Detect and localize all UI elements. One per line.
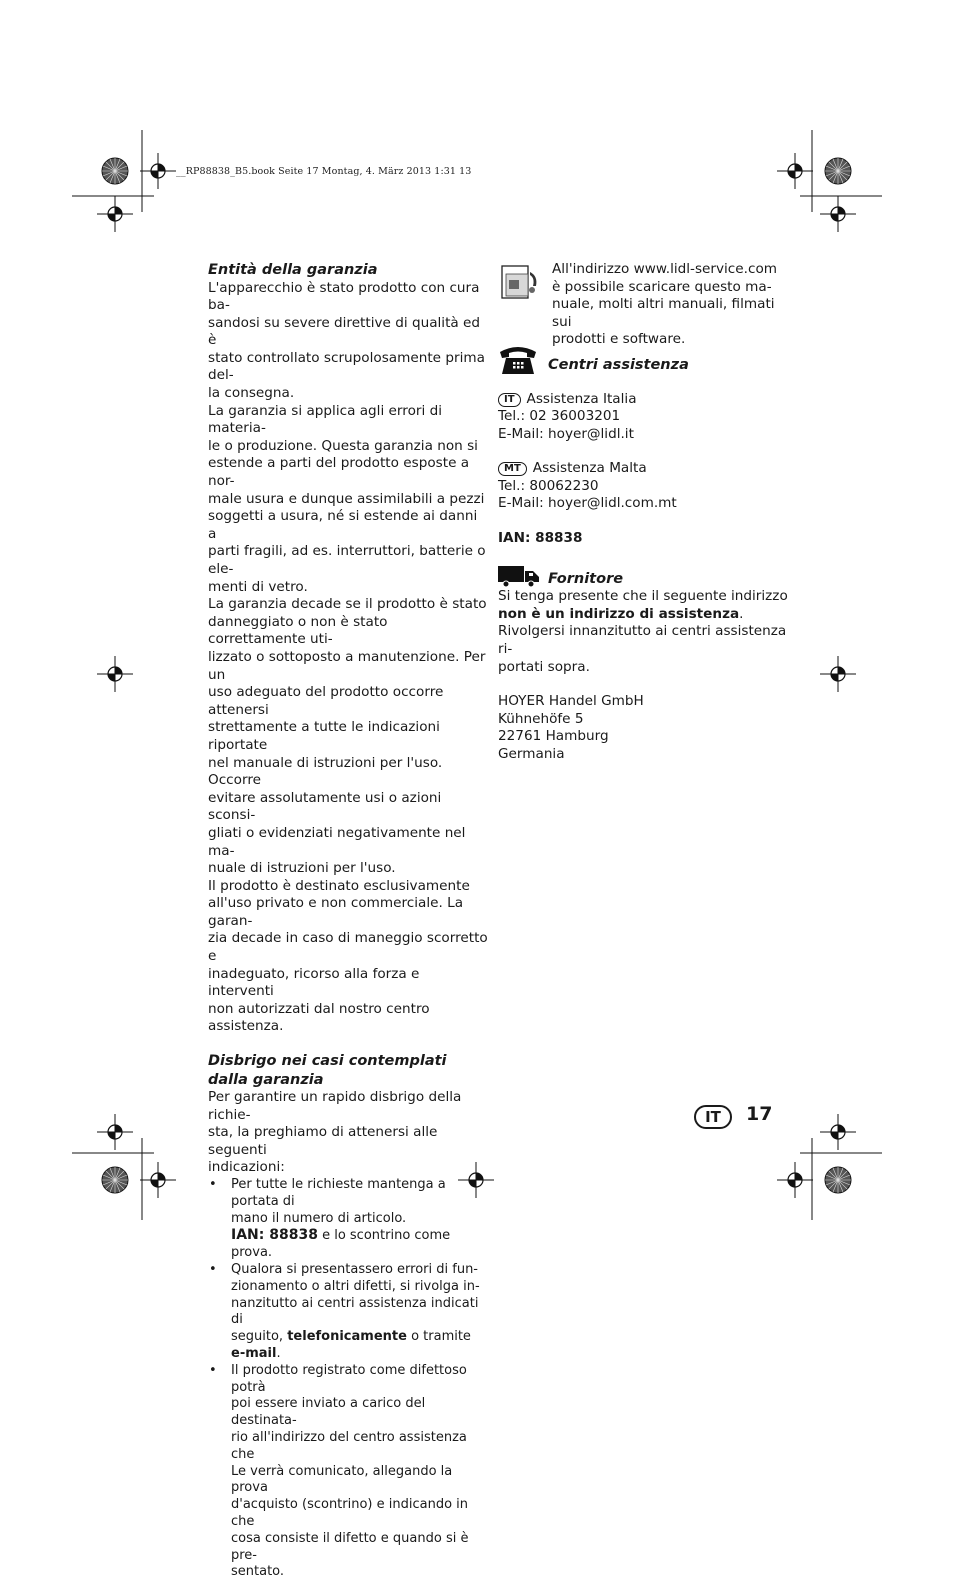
- paragraph-line: indicazioni:: [208, 1159, 285, 1176]
- section-title-garanzia: Entità della garanzia: [208, 262, 378, 278]
- bullet: •: [209, 1362, 217, 1378]
- paragraph-line: prodotti e software.: [552, 331, 686, 348]
- right-column: [552, 261, 782, 349]
- paragraph-line: parti fragili, ad es. interruttori, batterie o ele-: [208, 543, 486, 577]
- service-phone: Tel.: 02 36003201: [498, 408, 621, 425]
- paragraph-line: La garanzia decade se il prodotto è stato: [208, 596, 487, 613]
- ian-number: IAN: 88838: [498, 530, 583, 547]
- service-email: E-Mail: hoyer@lidl.com.mt: [498, 495, 677, 512]
- list-line: mano il numero di articolo.: [231, 1210, 407, 1226]
- paragraph-line: Il prodotto è destinato esclusivamente: [208, 877, 470, 894]
- list-text: o tramite: [406, 1329, 471, 1345]
- section-title-fornitore: Fornitore: [548, 570, 624, 587]
- list-line: e lo scontrino come prova.: [231, 1228, 451, 1261]
- list-line: zionamento o altri difetti, si rivolga in-: [231, 1278, 480, 1294]
- section-title-centri: Centri assistenza: [548, 357, 689, 373]
- file-info-header: __RP88838_B5.book Seite 17 Montag, 4. März 2013 1:31 13: [176, 166, 472, 177]
- assistance-column: [498, 356, 788, 764]
- service-phone: Tel.: 80062230: [498, 477, 599, 494]
- ian-number: IAN: 88838: [231, 1227, 318, 1244]
- address-line: Germania: [498, 745, 565, 762]
- list-line: Qualora si presentassero errori di fun-: [231, 1261, 478, 1277]
- paragraph-line: menti di vetro.: [208, 578, 308, 595]
- paragraph-line: nuale, molti altri manuali, filmati sui: [552, 296, 775, 330]
- truck-icon: [498, 564, 540, 594]
- paragraph-line: stato controllato scrupolosamente prima del-: [208, 349, 485, 384]
- paragraph-line: uso adeguato del prodotto occorre attenersi: [208, 684, 444, 718]
- list-line: Per tutte le richieste mantenga a portata di: [231, 1177, 446, 1209]
- download-document-icon: [500, 264, 540, 306]
- address-line: 22761 Hamburg: [498, 728, 609, 745]
- list-line: Le verrà comunicato, allegando la prova: [231, 1463, 453, 1496]
- bold-text: non è un indirizzo di assistenza: [498, 605, 740, 622]
- malta-badge: MT: [498, 462, 527, 476]
- supplier-address: [498, 693, 788, 763]
- page-number: 17: [746, 1103, 773, 1125]
- paragraph-line: L'apparecchio è stato prodotto con cura ba-: [208, 279, 480, 314]
- paragraph-text: .: [739, 605, 744, 622]
- paragraph-line: zia decade in caso di maneggio scorretto e: [208, 930, 488, 965]
- bold-text: telefonicamente: [287, 1329, 407, 1345]
- paragraph-line: danneggiato o non è stato correttamente uti-: [208, 613, 388, 648]
- bullet: •: [209, 1261, 217, 1277]
- list-line: d'acquisto (scontrino) e indicando in che: [231, 1497, 469, 1529]
- left-column: [208, 261, 488, 1581]
- paragraph-line: non autorizzati dal nostro centro assistenza.: [208, 1000, 430, 1035]
- paragraph-line: All'indirizzo www.lidl-service.com: [552, 261, 777, 277]
- list-item: [208, 1262, 488, 1363]
- paragraph-line: Rivolgersi innanzitutto ai centri assistenza ri-: [498, 623, 787, 657]
- list-text: .: [276, 1345, 281, 1361]
- language-badge: IT: [694, 1105, 732, 1129]
- bold-text: e-mail: [231, 1345, 277, 1361]
- list-line: nanzitutto ai centri assistenza indicati di: [231, 1295, 479, 1328]
- paragraph-line: lizzato o sottoposto a manutenzione. Per un: [208, 648, 486, 683]
- list-item: [208, 1363, 488, 1581]
- list-line: sentato.: [231, 1564, 285, 1580]
- list-line: Il prodotto registrato come difettoso potrà: [231, 1362, 467, 1395]
- paragraph-line: all'uso privato e non commerciale. La garan-: [208, 895, 464, 929]
- paragraph-line: portati sopra.: [498, 658, 590, 675]
- service-email: E-Mail: hoyer@lidl.it: [498, 425, 634, 442]
- paragraph-line: nel manuale di istruzioni per l'uso. Occorre: [208, 754, 443, 789]
- paragraph-line: Per garantire un rapido disbrigo della richie-: [208, 1089, 462, 1123]
- paragraph-line: sandosi su severe direttive di qualità ed è: [208, 314, 481, 349]
- paragraph-line: inadeguato, ricorso alla forza e interventi: [208, 965, 420, 1000]
- paragraph-line: sta, la preghiamo di attenersi alle seguenti: [208, 1124, 438, 1158]
- list-line: poi essere inviato a carico del destinata-: [231, 1396, 426, 1429]
- paragraph-line: estende a parti del prodotto esposte a nor-: [208, 455, 470, 490]
- list-item: [208, 1177, 488, 1262]
- paragraph-line: evitare assolutamente usi o azioni sconsi-: [208, 789, 442, 824]
- paragraph-line: soggetti a usura, né si estende ai danni a: [208, 508, 478, 542]
- paragraph-line: nuale di istruzioni per l'uso.: [208, 860, 396, 877]
- italy-badge: IT: [498, 393, 521, 407]
- paragraph-line: la consegna.: [208, 385, 295, 402]
- bullet: •: [209, 1177, 217, 1192]
- paragraph-line: gliati o evidenziati negativamente nel ma-: [208, 824, 466, 859]
- list-line: rio all'indirizzo del centro assistenza che: [231, 1429, 467, 1462]
- paragraph-line: male usura e dunque assimilabili a pezzi: [208, 490, 485, 507]
- service-name: Assistenza Malta: [532, 460, 647, 477]
- paragraph-line: La garanzia si applica agli errori di materia-: [208, 402, 442, 437]
- section-title-disbrigo: Disbrigo nei casi contemplati: [208, 1053, 447, 1070]
- paragraph-line: le o produzione. Questa garanzia non si: [208, 437, 478, 454]
- service-name: Assistenza Italia: [526, 390, 637, 407]
- address-line: HOYER Handel GmbH: [498, 693, 644, 710]
- address-line: Kühnehöfe 5: [498, 710, 584, 727]
- section-title-disbrigo-2: dalla garanzia: [208, 1071, 324, 1088]
- paragraph-line: Si tenga presente che il seguente indirizzo: [498, 588, 788, 605]
- list-text: seguito,: [231, 1329, 288, 1345]
- paragraph-line: è possibile scaricare questo ma-: [552, 278, 772, 295]
- list-line: cosa consiste il difetto e quando si è pre-: [231, 1530, 469, 1563]
- paragraph-line: strettamente a tutte le indicazioni riportate: [208, 719, 440, 753]
